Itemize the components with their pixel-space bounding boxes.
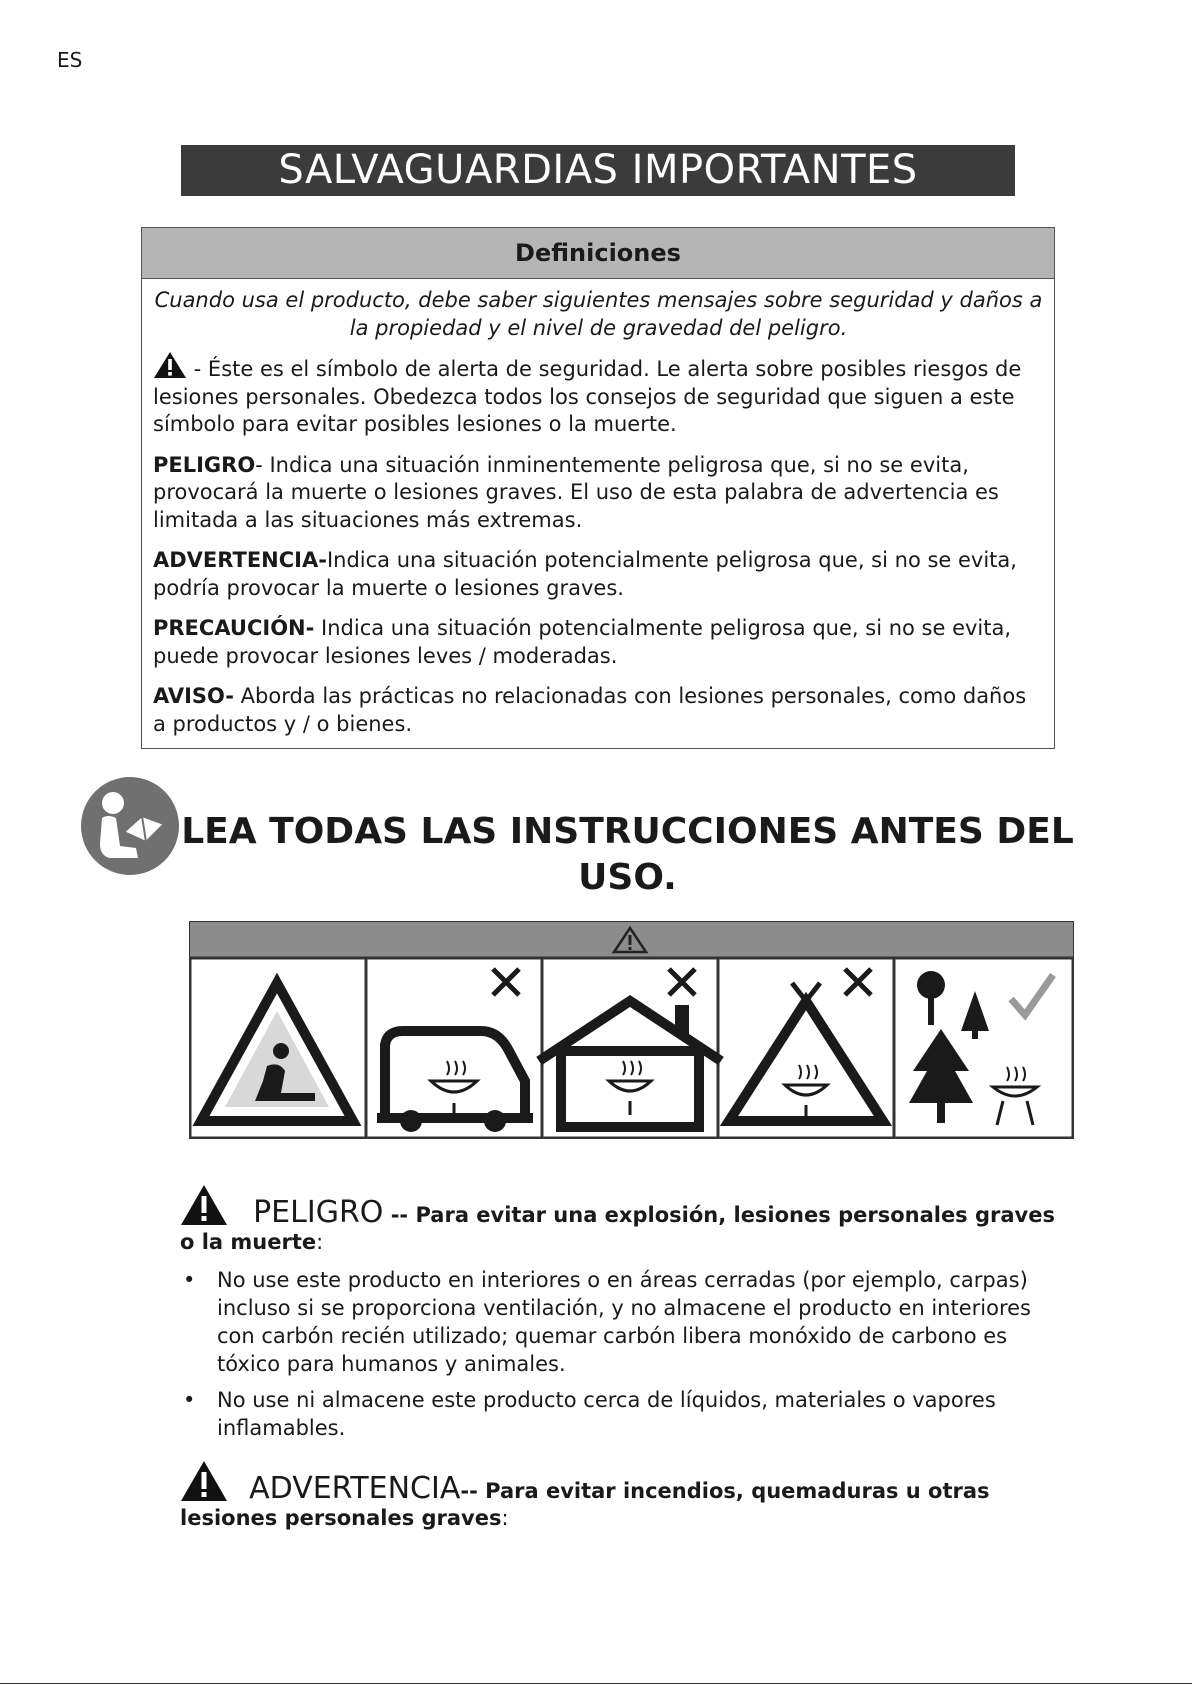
bottom-divider <box>0 1683 1192 1684</box>
list-item-text: No use ni almacene este producto cerca de líquidos, materiales o vapores inflamables. <box>217 1388 996 1440</box>
warning-line2-end: : <box>501 1506 509 1530</box>
page-title: SALVAGUARDIAS IMPORTANTES <box>181 145 1015 196</box>
danger-text: -- Para evitar una explosión, lesiones personales graves <box>383 1203 1055 1227</box>
warning-text: -- Para evitar incendios, quemaduras u otras <box>460 1479 990 1503</box>
read-manual-icon <box>80 776 180 876</box>
warning-icon <box>180 1184 228 1226</box>
danger-line2 <box>180 1230 323 1254</box>
definition-caution <box>153 615 1044 670</box>
warning-icon <box>180 1460 228 1502</box>
warning-heading <box>180 1460 1060 1506</box>
alert-symbol-text: - Éste es el símbolo de alerta de seguridad. Le alerta sobre posibles riesgos de lesiones personales. Obedezca todos los consejos de seguridad que siguen a este símbolo para evitar posibles lesiones o la muerte. <box>153 357 1022 436</box>
language-code: ES <box>57 48 83 72</box>
danger-line2-end: : <box>316 1230 324 1254</box>
definition-text: Indica una situación potencialmente peligrosa que, si no se evita, podría provocar la muerte o lesiones graves. <box>153 548 1017 600</box>
danger-line2-text: o la muerte <box>180 1230 317 1254</box>
definitions-intro: Cuando usa el producto, debe saber siguientes mensajes sobre seguridad y daños a la propiedad y el nivel de gravedad del peligro. <box>154 288 1043 340</box>
danger-bullet-list <box>180 1266 1060 1450</box>
read-instructions-row <box>80 776 1120 906</box>
list-item-text: No use este producto en interiores o en áreas cerradas (por ejemplo, carpas) incluso si se proporciona ventilación, y no almacene el producto en interiores con carbón recién utilizado; quemar carbón libera monóxido de carbono es tóxico para humanos y animales. <box>217 1268 1031 1376</box>
list-item: • No use ni almacene este producto cerca de líquidos, materiales o vapores inflamables. <box>183 1388 996 1440</box>
alert-symbol-definition <box>153 351 1044 439</box>
warning-line2-text: lesiones personales graves <box>180 1506 502 1530</box>
definition-notice <box>153 683 1044 738</box>
definition-warning <box>153 547 1044 602</box>
danger-word: PELIGRO <box>253 1195 384 1230</box>
definition-text: Aborda las prácticas no relacionadas con lesiones personales, como daños a productos y / o bienes. <box>153 684 1027 736</box>
definition-term: ADVERTENCIA- <box>153 548 327 572</box>
definition-term: PELIGRO <box>153 452 256 477</box>
read-instructions-title: LEA TODAS LAS INSTRUCCIONES ANTES DEL USO. <box>181 811 1074 898</box>
definition-text: - Indica una situación inminentemente peligrosa que, si no se evita, provocará la muerte o lesiones graves. El uso de esta palabra de advertencia es limitada a las situaciones más extremas. <box>153 452 999 532</box>
definition-term: AVISO- <box>153 684 234 708</box>
warning-line2 <box>180 1506 509 1530</box>
definition-text: Indica una situación potencialmente peligrosa que, si no se evita, puede provocar lesiones leves / moderadas. <box>153 616 1012 668</box>
definition-term: PRECAUCIÓN- <box>153 616 315 640</box>
definitions-heading: Definiciones <box>142 228 1054 279</box>
danger-heading <box>180 1184 1060 1230</box>
list-item: • No use este producto en interiores o en áreas cerradas (por ejemplo, carpas) incluso si se proporciona ventilación, y no almacene el producto en interiores con carbón recién utilizado; quemar carbón libera monóxido de carbono es tóxico para humanos y animales. <box>183 1268 1031 1376</box>
warning-icon <box>153 351 187 379</box>
warning-word: ADVERTENCIA <box>249 1471 461 1506</box>
definitions-body <box>142 279 1054 738</box>
definitions-box <box>141 227 1055 749</box>
definition-danger <box>153 452 1044 535</box>
hazard-pictogram <box>189 921 1074 1139</box>
